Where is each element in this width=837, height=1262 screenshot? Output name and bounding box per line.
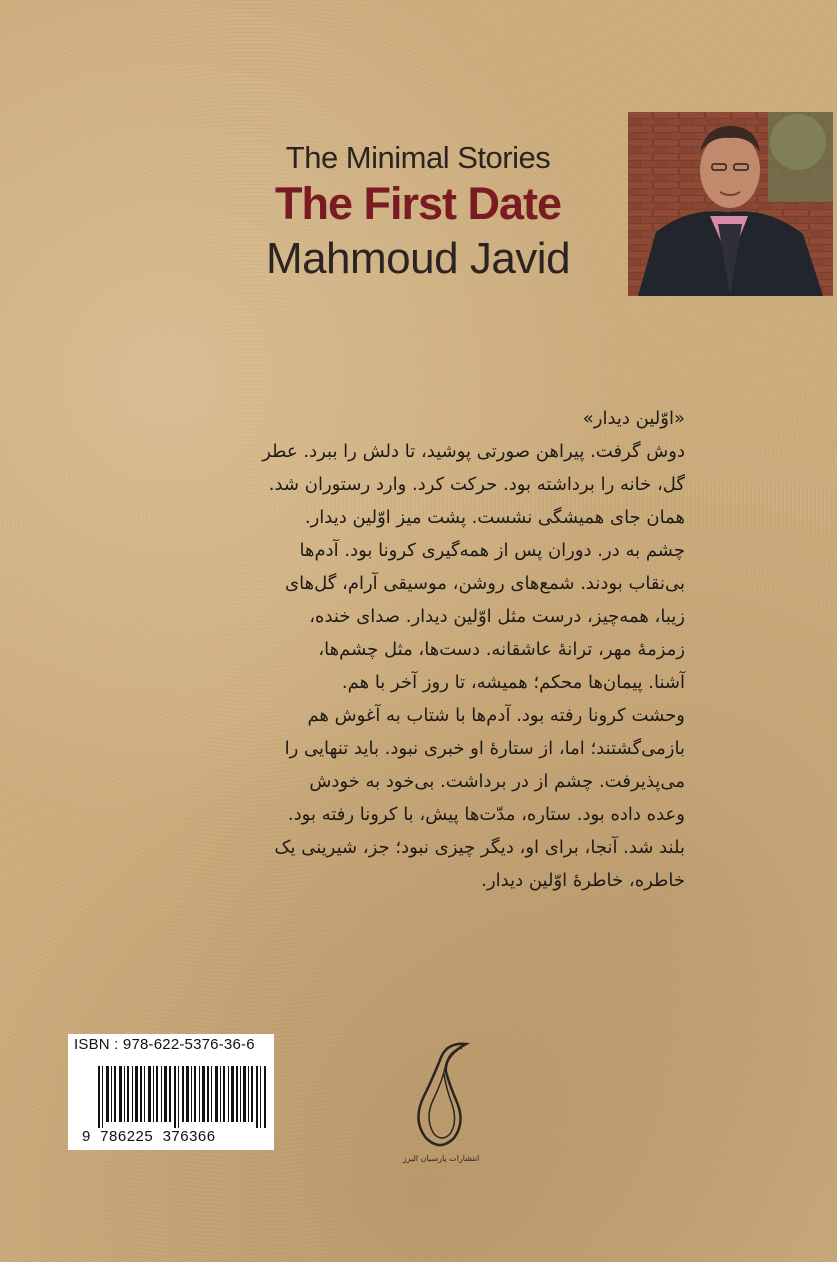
story-line: وعده داده بود. ستاره، مدّت‌ها پیش، با کرونا رفته بود. [287, 804, 685, 825]
story-line: همان جای همیشگی نشست. پشت میز اوّلین دیدار. [304, 507, 685, 528]
cover-title-block [228, 140, 608, 284]
story-line: آشنا. پیمان‌ها محکم؛ همیشه، تا روز آخر با هم. [341, 672, 685, 693]
series-title: The Minimal Stories [285, 140, 551, 175]
author-photo [628, 112, 833, 296]
story-line: وحشت کرونا رفته بود. آدم‌ها با شتاب به آغوش هم [307, 705, 685, 726]
story-line: چشم به در. دوران پس از همه‌گیری کرونا بود. آدم‌ها [299, 540, 685, 561]
story-text [45, 402, 685, 897]
story-line: زیبا، همه‌چیز، درست مثل اوّلین دیدار. صدای خنده، [309, 606, 685, 627]
publisher-leaf-icon [406, 1038, 476, 1150]
isbn-barcode-box [68, 1034, 274, 1150]
publisher-logo [398, 1038, 484, 1178]
story-line: بازمی‌گشتند؛ اما، از ستارهٔ او خبری نبود. باید تنهایی را [284, 738, 685, 759]
story-heading: «اوّلین دیدار» [582, 408, 685, 429]
story-line: خاطره، خاطرهٔ اوّلین دیدار. [481, 870, 685, 891]
barcode-digits: 9 786225 376366 [82, 1128, 216, 1145]
story-line: بلند شد. آنجا، برای او، دیگر چیزی نبود؛ جز، شیرینی یک [274, 837, 685, 858]
isbn-label: ISBN : 978-622-5376-36-6 [74, 1036, 255, 1053]
story-line: زمزمهٔ مهر، ترانهٔ عاشقانه. دست‌ها، مثل چشم‌ها، [318, 639, 685, 660]
barcode-icon [98, 1066, 268, 1128]
story-line: دوش گرفت. پیراهن صورتی پوشید، تا دلش را ببرد. عطر [262, 441, 685, 462]
publisher-name: انتشارات پارسیان البرز [402, 1154, 480, 1163]
story-line: بی‌نقاب بودند. شمع‌های روشن، موسیقی آرام، گل‌های [285, 573, 685, 594]
story-line: می‌پذیرفت. چشم از در برداشت. بی‌خود به خودش [309, 771, 685, 792]
story-line: گل، خانه را برداشته بود. حرکت کرد. وارد رستوران شد. [268, 474, 685, 495]
book-title: The First Date [274, 178, 562, 229]
author-name: Mahmoud Javid [265, 234, 571, 283]
